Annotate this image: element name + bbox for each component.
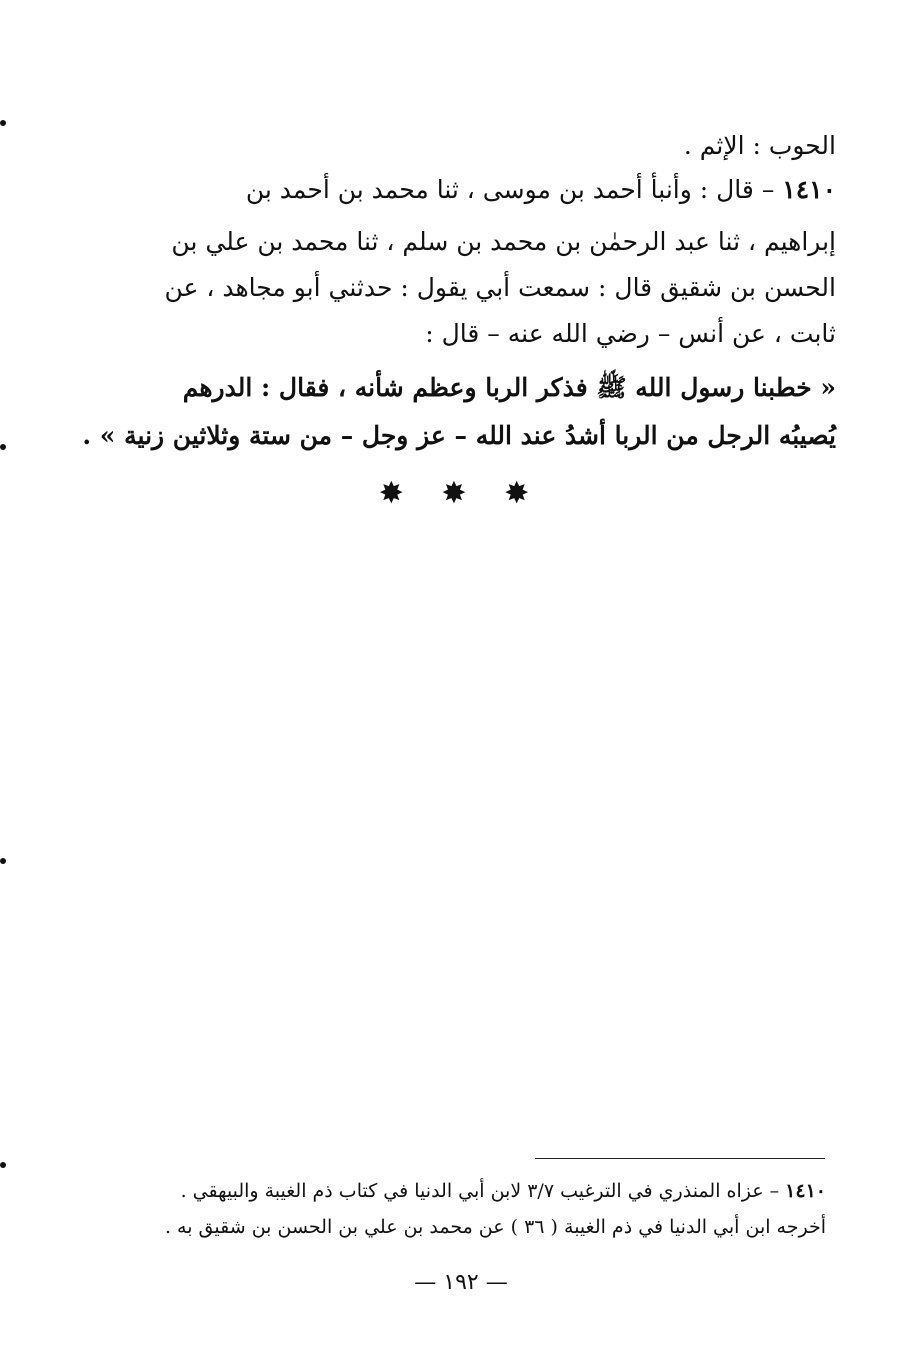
section-separator-stars: ✸ ✸ ✸ [378, 476, 544, 511]
footnote-rule [535, 1158, 825, 1159]
hadith-1410-heading [146, 168, 836, 212]
text-line-4: الحسن بن شقيق قال : سمعت أبي يقول : حدثني أبو مجاهد ، عن [164, 273, 836, 302]
text-line-3: إبراهيم ، ثنا عبد الرحمٰن بن محمد بن سلم ، ثنا محمد بن علي بن [171, 227, 836, 256]
scan-edge-mark [0, 1162, 6, 1168]
footnote-number: ١٤١٠ [785, 1180, 826, 1202]
page-number: — ١٩٢ — [414, 1270, 508, 1295]
text-line-2: – قال : وأنبأ أحمد بن موسى ، ثنا محمد بن أحمد بن [245, 175, 775, 204]
footnote-line-1 [86, 1174, 826, 1208]
footnote-line-2: أخرجه ابن أبي الدنيا في ذم الغيبة ( ٣٦ ) عن محمد بن علي بن الحسن بن شقيق به . [164, 1216, 826, 1238]
scan-edge-mark [0, 858, 6, 864]
hadith-quote-line-1: « خطبنا رسول الله ﷺ فذكر الربا وعظم شأنه ، فقال : الدرهم [182, 373, 836, 402]
scan-edge-mark [0, 444, 6, 450]
hadith-number: ١٤١٠ [782, 175, 836, 204]
text-line-1: الحوب : الإثم . [683, 131, 836, 160]
footnote-text-1: – عزاه المنذري في الترغيب ٣/٧ لابن أبي الدنيا في كتاب ذم الغيبة والبيهقي . [180, 1180, 780, 1202]
scan-edge-mark [0, 120, 6, 126]
text-line-5: ثابت ، عن أنس – رضي الله عنه – قال : [425, 319, 836, 348]
hadith-quote-line-2: يُصيبُه الرجل من الربا أشدُ عند الله – عز وجل – من ستة وثلاثين زنية » . [82, 421, 836, 450]
